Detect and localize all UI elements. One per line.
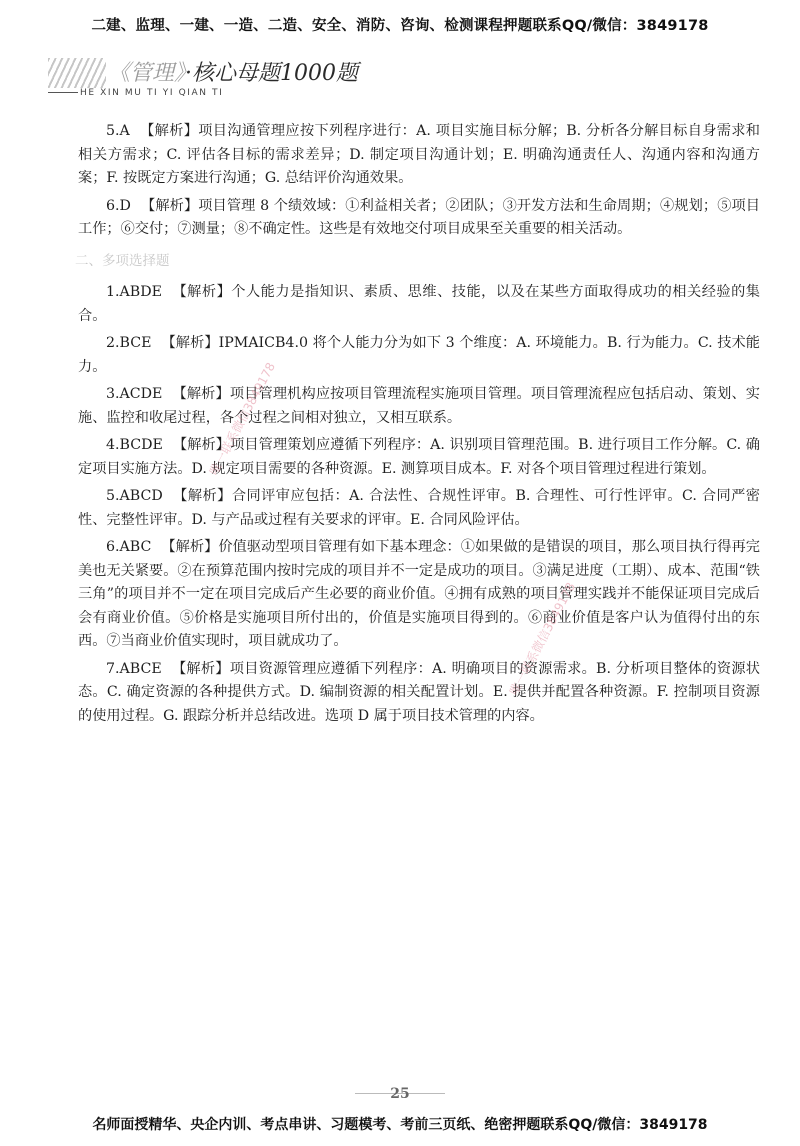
title-open-bracket: 《 xyxy=(108,61,131,86)
page-number: 25 xyxy=(390,1086,410,1102)
answer-explanation: 【解析】价值驱动型项目管理有如下基本理念：①如果做的是错误的项目，那么项目执行得再完美也无关紧要。②在预算范围内按时完成的项目并不一定是成功的项目。③满足进度（工期）、成本、范围“铁三角”的项目并不一定在项目完成后产生必要的商业价值。④拥有成熟的项目管理实践并不能保证项目完成后会有商业价值。⑤价格是实施项目所付出的，价值是实施项目得到的。⑥商业价值是客户认为值得付出的东西。⑦当商业价值实现时，项目就成功了。 xyxy=(78,539,760,649)
title-subject: 管理 xyxy=(130,61,175,86)
title-main: ·核心母题1000题 xyxy=(185,61,359,86)
answer-explanation: 【解析】IPMAICB4.0 将个人能力分为如下 3 个维度：A. 环境能力。B. 行为能力。C. 技术能力。 xyxy=(78,335,760,375)
answer-content xyxy=(75,120,760,732)
book-title xyxy=(108,56,358,87)
answer-key: 5.ABCD xyxy=(106,488,163,504)
answer-explanation: 【解析】项目管理机构应按项目管理流程实施项目管理。项目管理流程应包括启动、策划、实施、监控和收尾过程，各个过程之间相对独立，又相互联系。 xyxy=(78,386,760,426)
answer-key: 4.BCDE xyxy=(106,437,163,453)
answer-key: 6.D xyxy=(106,197,131,214)
title-close-bracket: 》 xyxy=(174,61,186,86)
section-heading-multiple-choice: 二、多项选择题 xyxy=(75,252,170,269)
bottom-contact-banner: 名师面授精华、央企内训、考点串讲、习题模考、考前三页纸、绝密押题联系QQ/微信：3849178 xyxy=(92,1117,708,1133)
answer-key: 2.BCE xyxy=(106,335,152,351)
answer-key: 5.A xyxy=(106,123,130,139)
answer-paragraph xyxy=(78,332,760,379)
answer-paragraph xyxy=(78,485,760,532)
top-contact-banner: 二建、监理、一建、一造、二造、安全、消防、咨询、检测课程押题联系QQ/微信：3849178 xyxy=(91,18,709,34)
answer-explanation: 【解析】合同评审应包括：A. 合法性、合规性评审。B. 合理性、可行性评审。C. 合同严密性、完整性评审。D. 与产品或过程有关要求的评审。E. 合同风险评估。 xyxy=(78,488,760,528)
answer-key: 6.ABC xyxy=(106,539,152,555)
answer-paragraph xyxy=(78,281,760,328)
answer-explanation: 【解析】项目沟通管理应按下列程序进行：A. 项目实施目标分解；B. 分析各分解目标自身需求和相关方需求；C. 评估各目标的需求差异；D. 制定项目沟通计划；E. 明确沟通责任人、沟通内容和沟通方案；F. 按既定方案进行沟通；G. 总结评价沟通效果。 xyxy=(78,123,760,186)
answer-paragraph xyxy=(78,383,760,430)
answer-explanation: 【解析】项目管理策划应遵循下列程序：A. 识别项目管理范围。B. 进行项目工作分解。C. 确定项目实施方法。D. 规定项目需要的各种资源。E. 测算项目成本。F. 对各个项目管理过程进行策划。 xyxy=(78,437,760,477)
answer-explanation: 【解析】项目资源管理应遵循下列程序：A. 明确项目的资源需求。B. 分析项目整体的资源状态。C. 确定资源的各种提供方式。D. 编制资源的相关配置计划。E. 提供并配置各种资源。F. 控制项目资源的使用过程。G. 跟踪分析并总结改进。选项 D 属于项目技术管理的内容。 xyxy=(78,660,760,724)
answer-key: 3.ACDE xyxy=(106,386,163,402)
watermark: 唯一联系微信3849178 xyxy=(206,360,279,478)
answer-explanation: 【解析】项目管理 8 个绩效域：①利益相关者；②团队；③开发方法和生命周期；④规划；⑤项目工作；⑥交付；⑦测量；⑧不确定性。这些是有效地交付项目成果至关重要的相关活动。 xyxy=(78,197,760,237)
answer-key: 1.ABDE xyxy=(106,284,162,300)
answer-paragraph xyxy=(78,195,760,242)
answer-paragraph xyxy=(78,120,760,191)
header-rule xyxy=(48,92,78,93)
answer-paragraph xyxy=(78,536,760,654)
book-subtitle: HE XIN MU TI YI QIAN TI xyxy=(80,88,224,98)
book-header xyxy=(48,52,378,102)
header-stripe-decoration xyxy=(48,58,106,88)
answer-key: 7.ABCE xyxy=(106,660,162,677)
watermark: 唯一联系微信3849178 xyxy=(506,580,579,698)
answer-explanation: 【解析】个人能力是指知识、素质、思维、技能，以及在某些方面取得成功的相关经验的集合。 xyxy=(78,284,760,324)
answer-paragraph xyxy=(78,434,760,481)
answer-paragraph xyxy=(78,658,760,729)
